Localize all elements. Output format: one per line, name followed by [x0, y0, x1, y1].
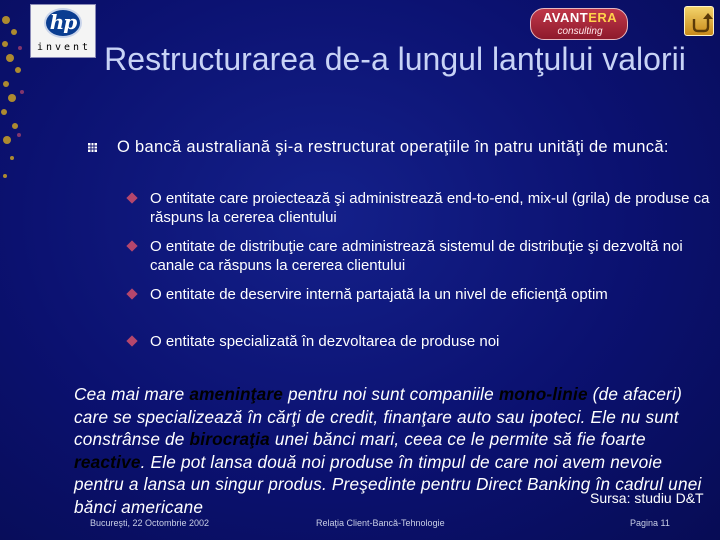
sub-bullet-text: O entitate de distribuţie care administrează sistemul de distribuţie şi dezvoltă noi canale ca răspuns la cererea clientului: [150, 238, 683, 274]
quote-text: pentru noi sunt companiile: [283, 384, 499, 404]
avantera-logo-tagline: consulting: [557, 26, 603, 37]
quote-text: Cea mai mare: [74, 384, 190, 404]
avantera-name-part2: ERA: [588, 10, 618, 25]
diamond-bullet-icon: [126, 335, 137, 346]
diamond-bullet-icon: [126, 240, 137, 251]
hp-logo-tagline: invent: [36, 42, 92, 53]
sub-bullet-text: O entitate specializată în dezvoltarea de produse noi: [150, 333, 500, 350]
quote-emphasis: ameninţare: [189, 384, 284, 404]
sub-bullet-text: O entitate de deservire internă partajată la un nivel de eficienţă optim: [150, 286, 608, 303]
quote-text: unei bănci mari, ceea ce le permite să fie foarte: [269, 429, 646, 449]
left-decoration: [0, 0, 30, 540]
return-button[interactable]: [684, 6, 714, 36]
return-arrow-icon: [685, 7, 715, 37]
source-note: Sursa: studiu D&T: [590, 490, 704, 506]
main-bullet-text: O bancă australiană şi-a restructurat operaţiile în patru unităţi de muncă:: [117, 138, 669, 156]
quote-emphasis: mono-linie: [498, 384, 588, 404]
main-bullet-marker-icon: [88, 143, 97, 152]
avantera-name-part1: AVANT: [542, 10, 589, 25]
hp-logo: [30, 4, 96, 58]
quote-emphasis: reactive: [74, 451, 141, 472]
slide-title: Restructurarea de-a lungul lanţului valorii: [104, 41, 686, 77]
diamond-bullet-icon: [126, 288, 137, 299]
quote-emphasis: birocraţia: [189, 429, 270, 449]
avantera-logo-name: [531, 10, 629, 25]
hp-logo-text: hp: [49, 10, 77, 34]
sub-bullet-text: O entitate care proiectează şi administrează end-to-end, mix-ul (grila) de produse ca răspuns la cererea clientului: [150, 190, 710, 226]
quote-text: . Ele pot lansa două noi produse în timpul de care noi avem nevoie pentru a lansa un singur produs. Preşedinte pentru Direct Banking în cadrul unei bănci americane: [74, 451, 702, 517]
diamond-bullet-icon: [126, 192, 137, 203]
footer-date: Bucureşti, 22 Octombrie 2002: [90, 518, 210, 528]
avantera-logo: [530, 8, 628, 40]
quote-text: (de afaceri) care se specializează în cărţi de credit, finanţare auto sau ipoteci. Ele nu sunt constrânse de: [74, 384, 683, 449]
footer-page-number: Pagina 11: [630, 518, 670, 528]
footer-title: Relaţia Client-Bancă-Tehnologie: [316, 518, 445, 528]
